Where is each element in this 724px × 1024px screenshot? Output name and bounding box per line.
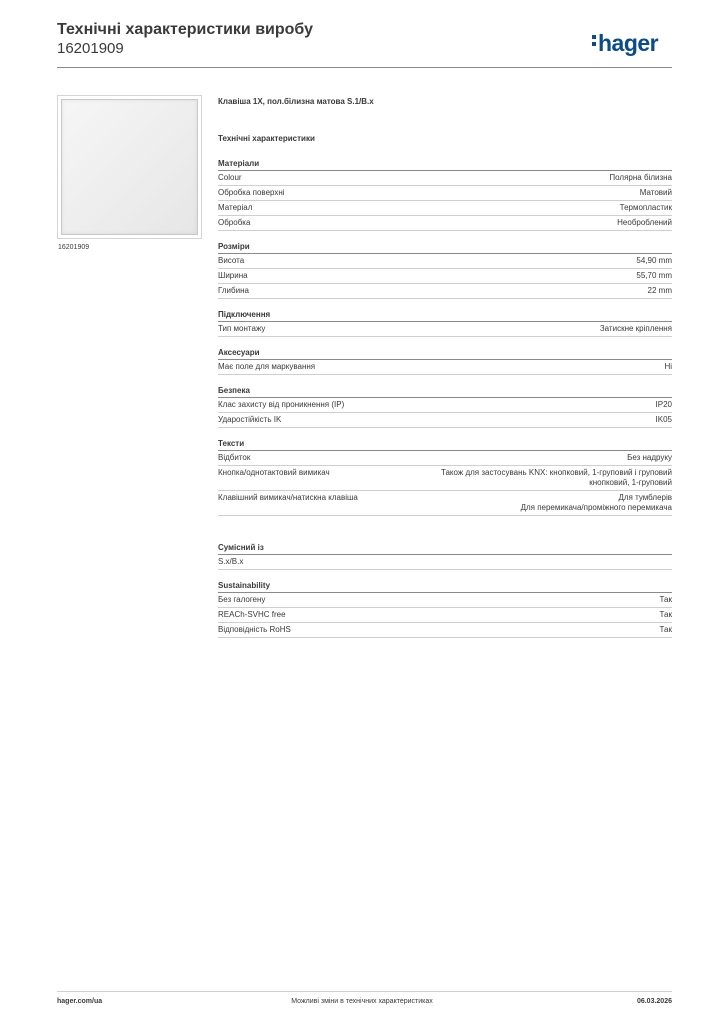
spec-section [218, 581, 672, 638]
spec-value [656, 415, 672, 425]
spec-value-line: 54,90 mm [636, 256, 672, 265]
spec-value-line: 22 mm [647, 286, 672, 295]
spec-row [218, 451, 672, 466]
spec-value [664, 362, 672, 372]
spec-value-line: Матовий [639, 188, 672, 197]
spec-value-line: 55,70 mm [636, 271, 672, 280]
footer-website[interactable]: hager.com/ua [57, 998, 103, 1005]
spec-label: Ударостійкість IK [218, 415, 282, 424]
spec-section [218, 348, 672, 375]
footer-date: 06.03.2026 [636, 998, 672, 1005]
footer-note: Можливі зміни в технічних характеристиках [291, 998, 433, 1005]
tech-heading: Технічні характеристики [218, 134, 315, 143]
spec-label: Глибина [218, 286, 249, 295]
spec-value-line: Полярна білизна [609, 173, 672, 182]
spec-value [660, 595, 672, 605]
spec-row [218, 171, 672, 186]
spec-label: REACh-SVHC free [218, 610, 286, 619]
spec-section [218, 310, 672, 337]
spec-row [218, 608, 672, 623]
spec-value-line: Також для застосувань KNX: кнопковий, 1-груповий і груповий [440, 468, 672, 477]
switch-face-icon [61, 99, 198, 235]
spec-row [218, 186, 672, 201]
header-divider [57, 67, 672, 68]
spec-label: Висота [218, 256, 245, 265]
spec-section [218, 439, 672, 516]
spec-value [617, 218, 672, 228]
spec-value-line: Затискне кріплення [599, 324, 672, 333]
spec-row [218, 491, 672, 516]
spec-label: Colour [218, 173, 242, 182]
spec-row [218, 398, 672, 413]
logo-dots-icon [592, 32, 596, 49]
spec-section [218, 386, 672, 428]
spec-label: Має поле для маркування [218, 362, 316, 371]
spec-label: Клас захисту від проникнення (IP) [218, 400, 345, 409]
spec-value-line: кнопковий, 1-груповий [589, 478, 672, 487]
spec-label: Обробка [218, 218, 251, 227]
section-heading: Розміри [218, 242, 672, 254]
spec-value-line: Для тумблерів [618, 493, 672, 502]
spec-row [218, 284, 672, 299]
footer-divider [57, 991, 672, 992]
spec-value [627, 453, 672, 463]
image-caption: 16201909 [58, 244, 90, 251]
spec-row [218, 413, 672, 428]
spec-label: Клавішний вимикач/натискна клавіша [218, 493, 358, 502]
spec-value-line: Так [659, 595, 672, 604]
spec-label: Тип монтажу [218, 324, 266, 333]
spec-label: Ширина [218, 271, 248, 280]
hager-logo [592, 30, 658, 57]
spec-value [660, 610, 672, 620]
spec-value [609, 173, 672, 183]
spec-value-line: Необроблений [617, 218, 672, 227]
spec-value [620, 203, 672, 213]
spec-section [218, 242, 672, 299]
spec-value-line: Термопластик [619, 203, 672, 212]
spec-section [218, 543, 672, 570]
spec-value [636, 271, 672, 281]
spec-content [218, 97, 672, 649]
spec-value [656, 400, 672, 410]
spec-value-line: Ні [664, 362, 672, 371]
section-heading: Безпека [218, 386, 672, 398]
spec-value [636, 256, 672, 266]
spec-row [218, 201, 672, 216]
spec-sections [218, 159, 672, 638]
spec-section [218, 159, 672, 231]
spec-label: Матеріал [218, 203, 253, 212]
section-heading: Тексти [218, 439, 672, 451]
spec-row [218, 216, 672, 231]
spec-label: Без галогену [218, 595, 266, 604]
spec-row [218, 623, 672, 638]
spec-value-line: IP20 [655, 400, 672, 409]
spec-value-line: IK05 [655, 415, 672, 424]
section-gap [218, 527, 672, 543]
spec-row [218, 269, 672, 284]
spec-value-line: Так [659, 625, 672, 634]
spec-value-line: Для перемикача/проміжного перемикача [520, 503, 672, 512]
spec-row [218, 322, 672, 337]
spec-label: Відбиток [218, 453, 251, 462]
product-name: Клавіша 1X, пол.білизна матова S.1/B.x [218, 97, 374, 106]
section-heading: Підключення [218, 310, 672, 322]
spec-label: S.x/B.x [218, 557, 244, 566]
spec-value [600, 324, 672, 334]
spec-row [218, 466, 672, 491]
spec-row [218, 593, 672, 608]
spec-row [218, 254, 672, 269]
spec-row [218, 555, 672, 570]
spec-label: Обробка поверхні [218, 188, 285, 197]
spec-value [640, 188, 672, 198]
logo-text: hager [598, 30, 659, 56]
spec-row [218, 360, 672, 375]
spec-value [521, 493, 672, 513]
section-heading: Аксесуари [218, 348, 672, 360]
spec-value [660, 625, 672, 635]
spec-value [441, 468, 672, 488]
section-heading: Матеріали [218, 159, 672, 171]
section-heading: Sustainability [218, 581, 672, 593]
spec-label: Кнопка/однотактовий вимикач [218, 468, 330, 477]
page-title: Технічні характеристики виробу [57, 21, 313, 38]
product-code: 16201909 [57, 40, 124, 57]
spec-value-line: Так [659, 610, 672, 619]
section-heading: Сумісний із [218, 543, 672, 555]
spec-value [648, 286, 672, 296]
spec-label: Відповідність RoHS [218, 625, 291, 634]
product-image [57, 95, 202, 239]
spec-value-line: Без надруку [627, 453, 672, 462]
